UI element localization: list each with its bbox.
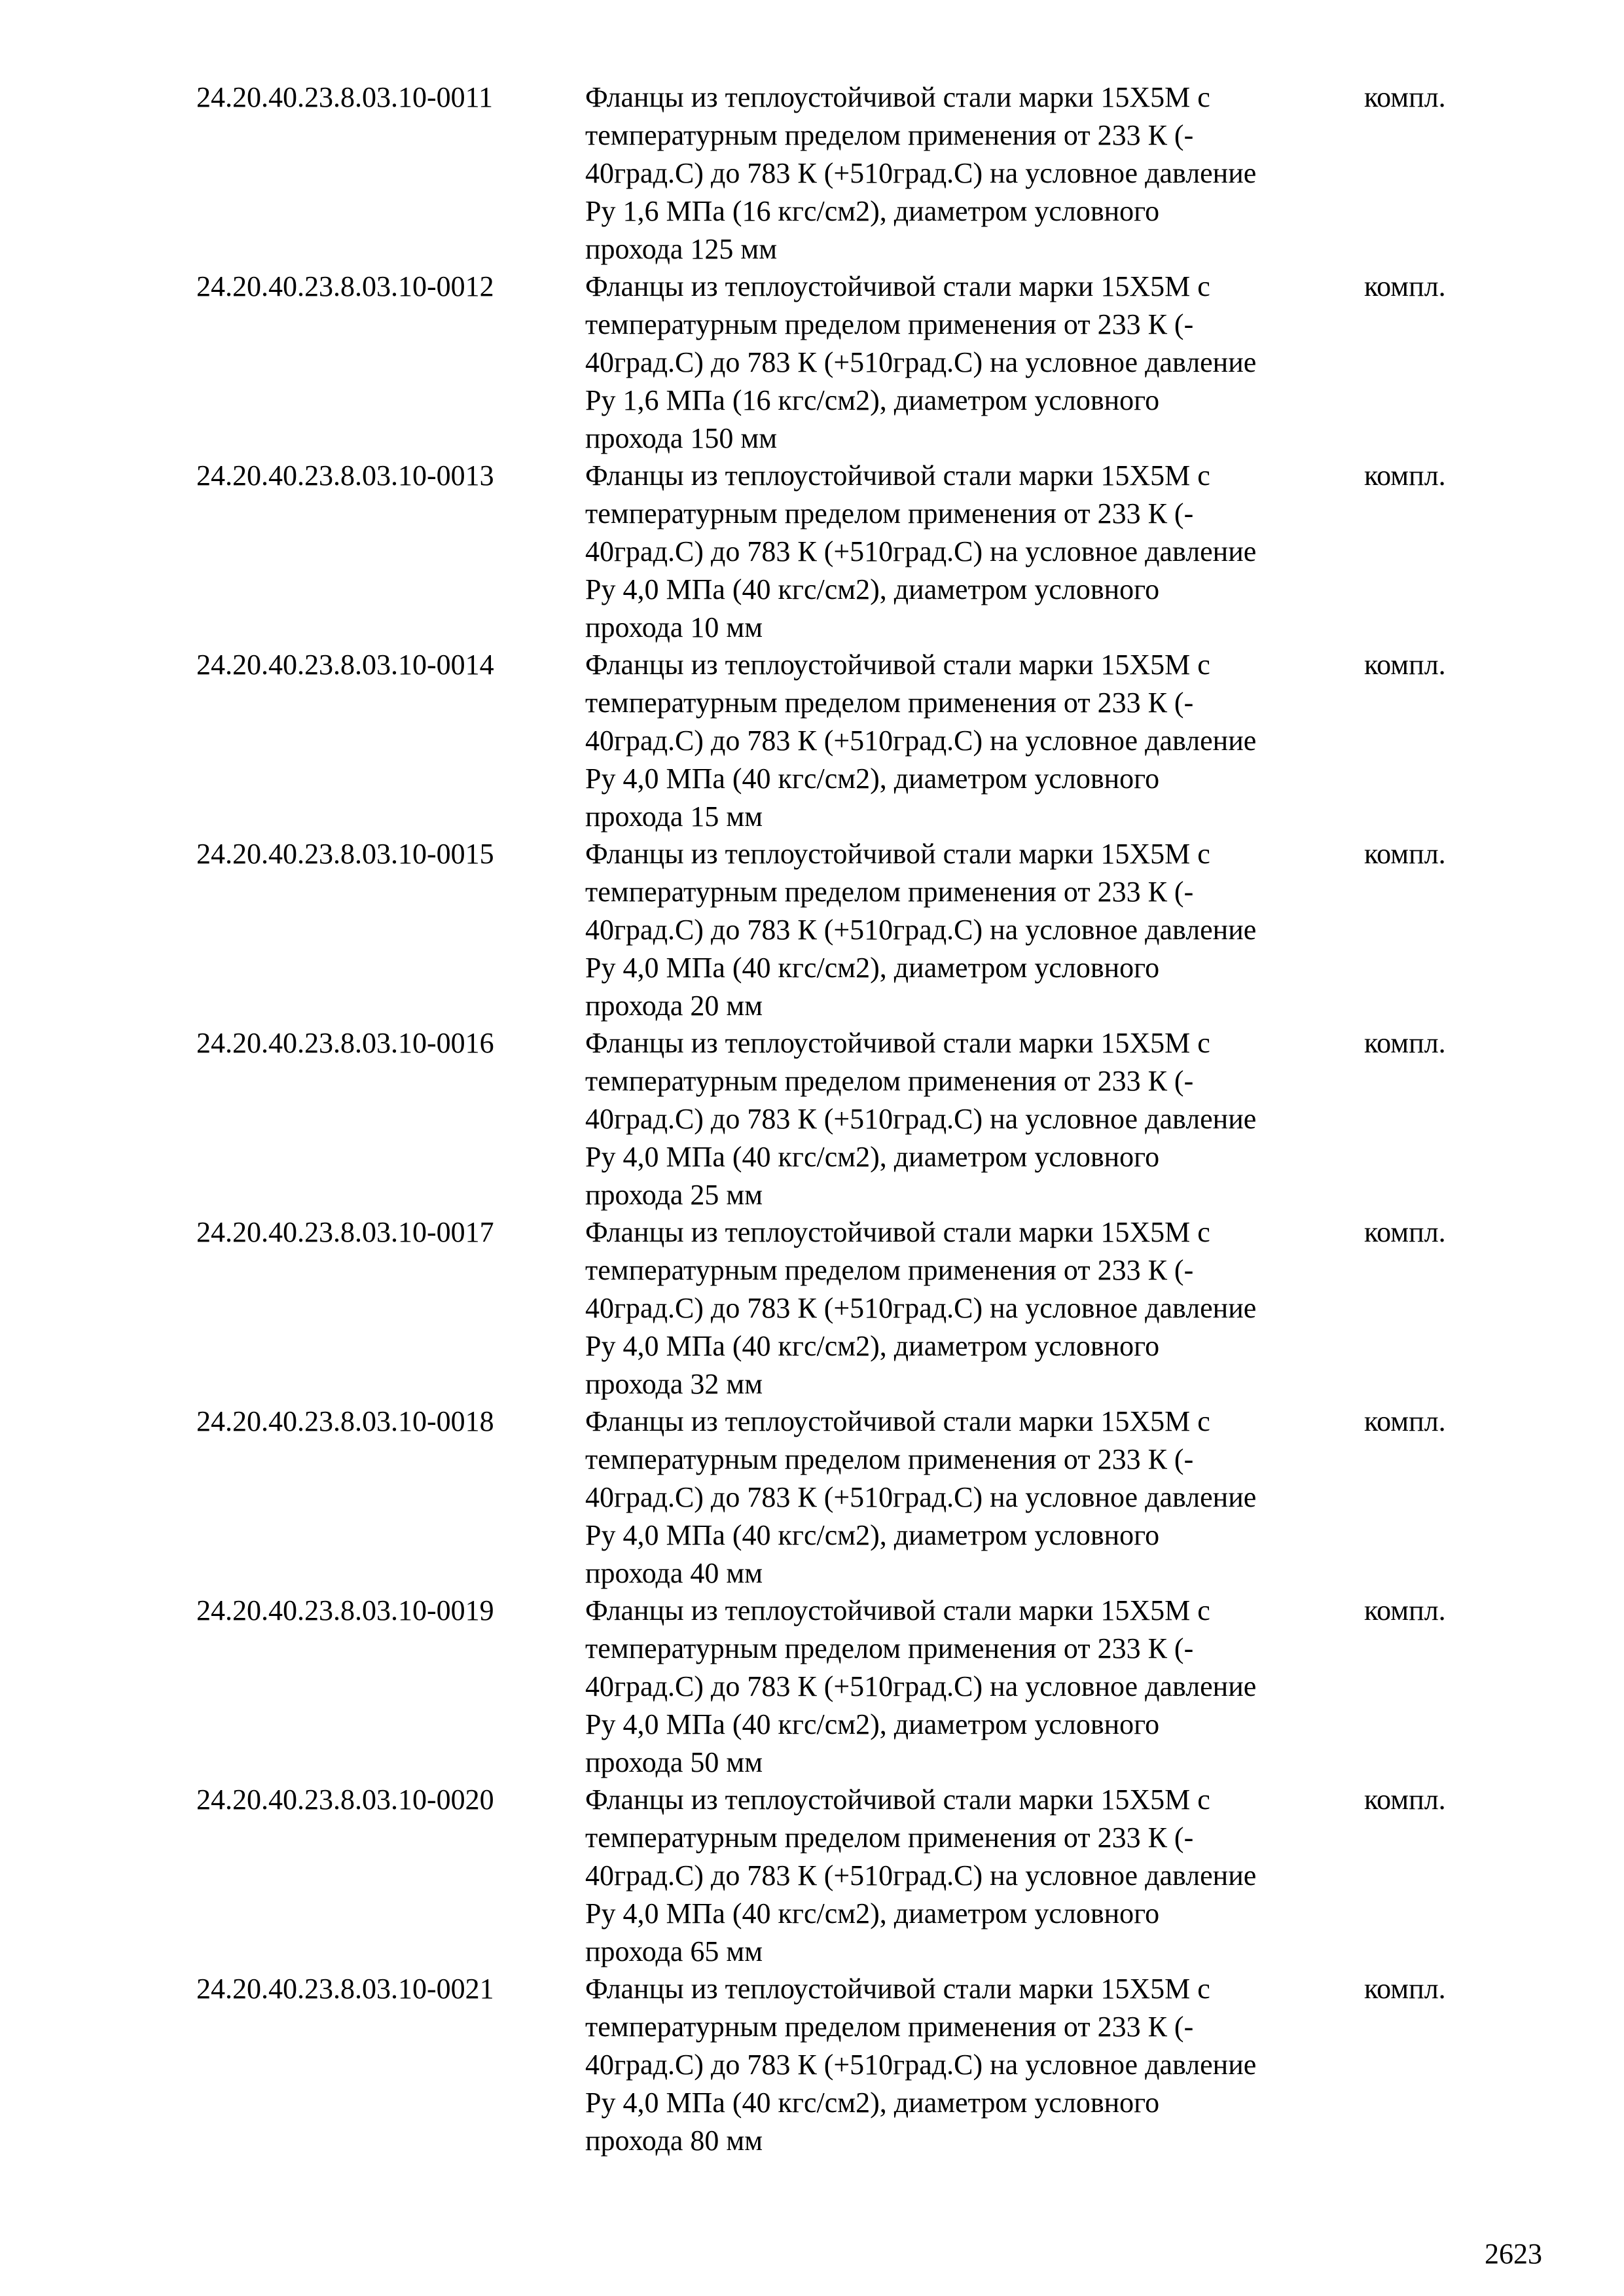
entry-row [196,1970,1479,2159]
description-line: Ру 4,0 МПа (40 кгс/см2), диаметром условного [585,952,1160,984]
entry-list [196,79,1479,2159]
entry-code: 24.20.40.23.8.03.10-0019 [196,1594,494,1626]
entry-unit: компл. [1364,270,1446,302]
description-line: температурным пределом применения от 233 К (- [585,1443,1194,1475]
description-line: температурным пределом применения от 233 К (- [585,308,1194,340]
description-line: Фланцы из теплоустойчивой стали марки 15Х5М с [585,1216,1210,1248]
entry-code: 24.20.40.23.8.03.10-0012 [196,270,494,302]
description-line: Ру 4,0 МПа (40 кгс/см2), диаметром условного [585,1897,1160,1929]
description-line: Ру 4,0 МПа (40 кгс/см2), диаметром условного [585,1330,1160,1362]
entry-code: 24.20.40.23.8.03.10-0017 [196,1216,494,1248]
description-line: прохода 32 мм [585,1368,763,1400]
entry-description [585,79,1371,268]
entry-row [196,1592,1479,1781]
entry-code: 24.20.40.23.8.03.10-0016 [196,1027,494,1059]
entry-description [585,646,1371,836]
description-line: прохода 125 мм [585,233,778,265]
entry-unit: компл. [1364,81,1446,113]
description-line: прохода 65 мм [585,1935,763,1967]
description-line: Ру 4,0 МПа (40 кгс/см2), диаметром условного [585,573,1160,605]
description-line: Фланцы из теплоустойчивой стали марки 15Х5М с [585,838,1210,870]
entry-unit: компл. [1364,838,1446,870]
entry-code: 24.20.40.23.8.03.10-0014 [196,649,494,681]
description-line: Фланцы из теплоустойчивой стали марки 15Х5М с [585,1027,1210,1059]
description-line: прохода 25 мм [585,1179,763,1211]
description-line: температурным пределом применения от 233 К (- [585,1065,1194,1097]
description-line: 40град.С) до 783 К (+510град.С) на условное давление [585,1103,1257,1135]
description-line: температурным пределом применения от 233 К (- [585,1821,1194,1854]
description-line: 40град.С) до 783 К (+510град.С) на условное давление [585,535,1257,567]
description-line: 40град.С) до 783 К (+510град.С) на условное давление [585,157,1257,189]
entry-row [196,835,1479,1024]
description-line: прохода 40 мм [585,1557,763,1589]
description-line: Фланцы из теплоустойчивой стали марки 15Х5М с [585,1405,1210,1437]
description-line: температурным пределом применения от 233 К (- [585,497,1194,529]
entry-code: 24.20.40.23.8.03.10-0013 [196,459,494,492]
entry-code: 24.20.40.23.8.03.10-0018 [196,1405,494,1437]
entry-row [196,79,1479,268]
description-line: Ру 4,0 МПа (40 кгс/см2), диаметром условного [585,762,1160,795]
entry-unit: компл. [1364,649,1446,681]
description-line: 40град.С) до 783 К (+510град.С) на условное давление [585,725,1257,757]
entry-code: 24.20.40.23.8.03.10-0011 [196,81,494,113]
description-line: 40град.С) до 783 К (+510град.С) на условное давление [585,1292,1257,1324]
entry-unit: компл. [1364,459,1446,492]
description-line: температурным пределом применения от 233 К (- [585,1632,1194,1664]
description-line: Ру 4,0 МПа (40 кгс/см2), диаметром условного [585,2087,1160,2119]
description-line: прохода 50 мм [585,1746,763,1778]
description-line: Ру 4,0 МПа (40 кгс/см2), диаметром условного [585,1708,1160,1740]
entry-row [196,268,1479,457]
description-line: Ру 1,6 МПа (16 кгс/см2), диаметром условного [585,384,1160,416]
entry-unit: компл. [1364,1027,1446,1059]
description-line: Фланцы из теплоустойчивой стали марки 15Х5М с [585,1594,1210,1626]
entry-row [196,457,1479,646]
description-line: прохода 10 мм [585,611,763,643]
entry-unit: компл. [1364,1405,1446,1437]
description-line: температурным пределом применения от 233 К (- [585,2011,1194,2043]
description-line: 40град.С) до 783 К (+510град.С) на условное давление [585,346,1257,378]
entry-unit: компл. [1364,1216,1446,1248]
entry-code: 24.20.40.23.8.03.10-0020 [196,1784,494,1816]
description-line: Фланцы из теплоустойчивой стали марки 15Х5М с [585,649,1210,681]
entry-description [585,1970,1371,2160]
entry-code: 24.20.40.23.8.03.10-0015 [196,838,494,870]
entry-row [196,646,1479,835]
description-line: температурным пределом применения от 233 К (- [585,1254,1194,1286]
description-line: 40град.С) до 783 К (+510град.С) на условное давление [585,1859,1257,1892]
entry-description [585,1024,1371,1214]
description-line: 40град.С) до 783 К (+510град.С) на условное давление [585,1481,1257,1513]
description-line: Ру 1,6 МПа (16 кгс/см2), диаметром условного [585,195,1160,227]
entry-description [585,1592,1371,1782]
description-line: температурным пределом применения от 233 К (- [585,687,1194,719]
entry-description [585,268,1371,457]
description-line: прохода 80 мм [585,2125,763,2157]
entry-description [585,1781,1371,1971]
description-line: прохода 150 мм [585,422,778,454]
description-line: Ру 4,0 МПа (40 кгс/см2), диаметром условного [585,1519,1160,1551]
entry-unit: компл. [1364,1973,1446,2005]
entry-row [196,1781,1479,1970]
description-line: температурным пределом применения от 233 К (- [585,119,1194,151]
entry-row [196,1024,1479,1213]
description-line: Фланцы из теплоустойчивой стали марки 15Х5М с [585,81,1210,113]
entry-description [585,835,1371,1025]
description-line: прохода 20 мм [585,990,763,1022]
entry-description [585,457,1371,647]
description-line: 40град.С) до 783 К (+510град.С) на условное давление [585,1670,1257,1702]
entry-description [585,1403,1371,1592]
description-line: температурным пределом применения от 233 К (- [585,876,1194,908]
description-line: прохода 15 мм [585,800,763,833]
description-line: 40град.С) до 783 К (+510град.С) на условное давление [585,2049,1257,2081]
entry-unit: компл. [1364,1594,1446,1626]
description-line: 40град.С) до 783 К (+510град.С) на условное давление [585,914,1257,946]
description-line: Ру 4,0 МПа (40 кгс/см2), диаметром условного [585,1141,1160,1173]
entry-description [585,1213,1371,1403]
description-line: Фланцы из теплоустойчивой стали марки 15Х5М с [585,459,1210,492]
entry-row [196,1403,1479,1592]
entry-row [196,1213,1479,1403]
description-line: Фланцы из теплоустойчивой стали марки 15Х5М с [585,270,1210,302]
description-line: Фланцы из теплоустойчивой стали марки 15Х5М с [585,1973,1210,2005]
entry-unit: компл. [1364,1784,1446,1816]
page-number: 2623 [1485,2238,1542,2270]
entry-code: 24.20.40.23.8.03.10-0021 [196,1973,494,2005]
description-line: Фланцы из теплоустойчивой стали марки 15Х5М с [585,1784,1210,1816]
